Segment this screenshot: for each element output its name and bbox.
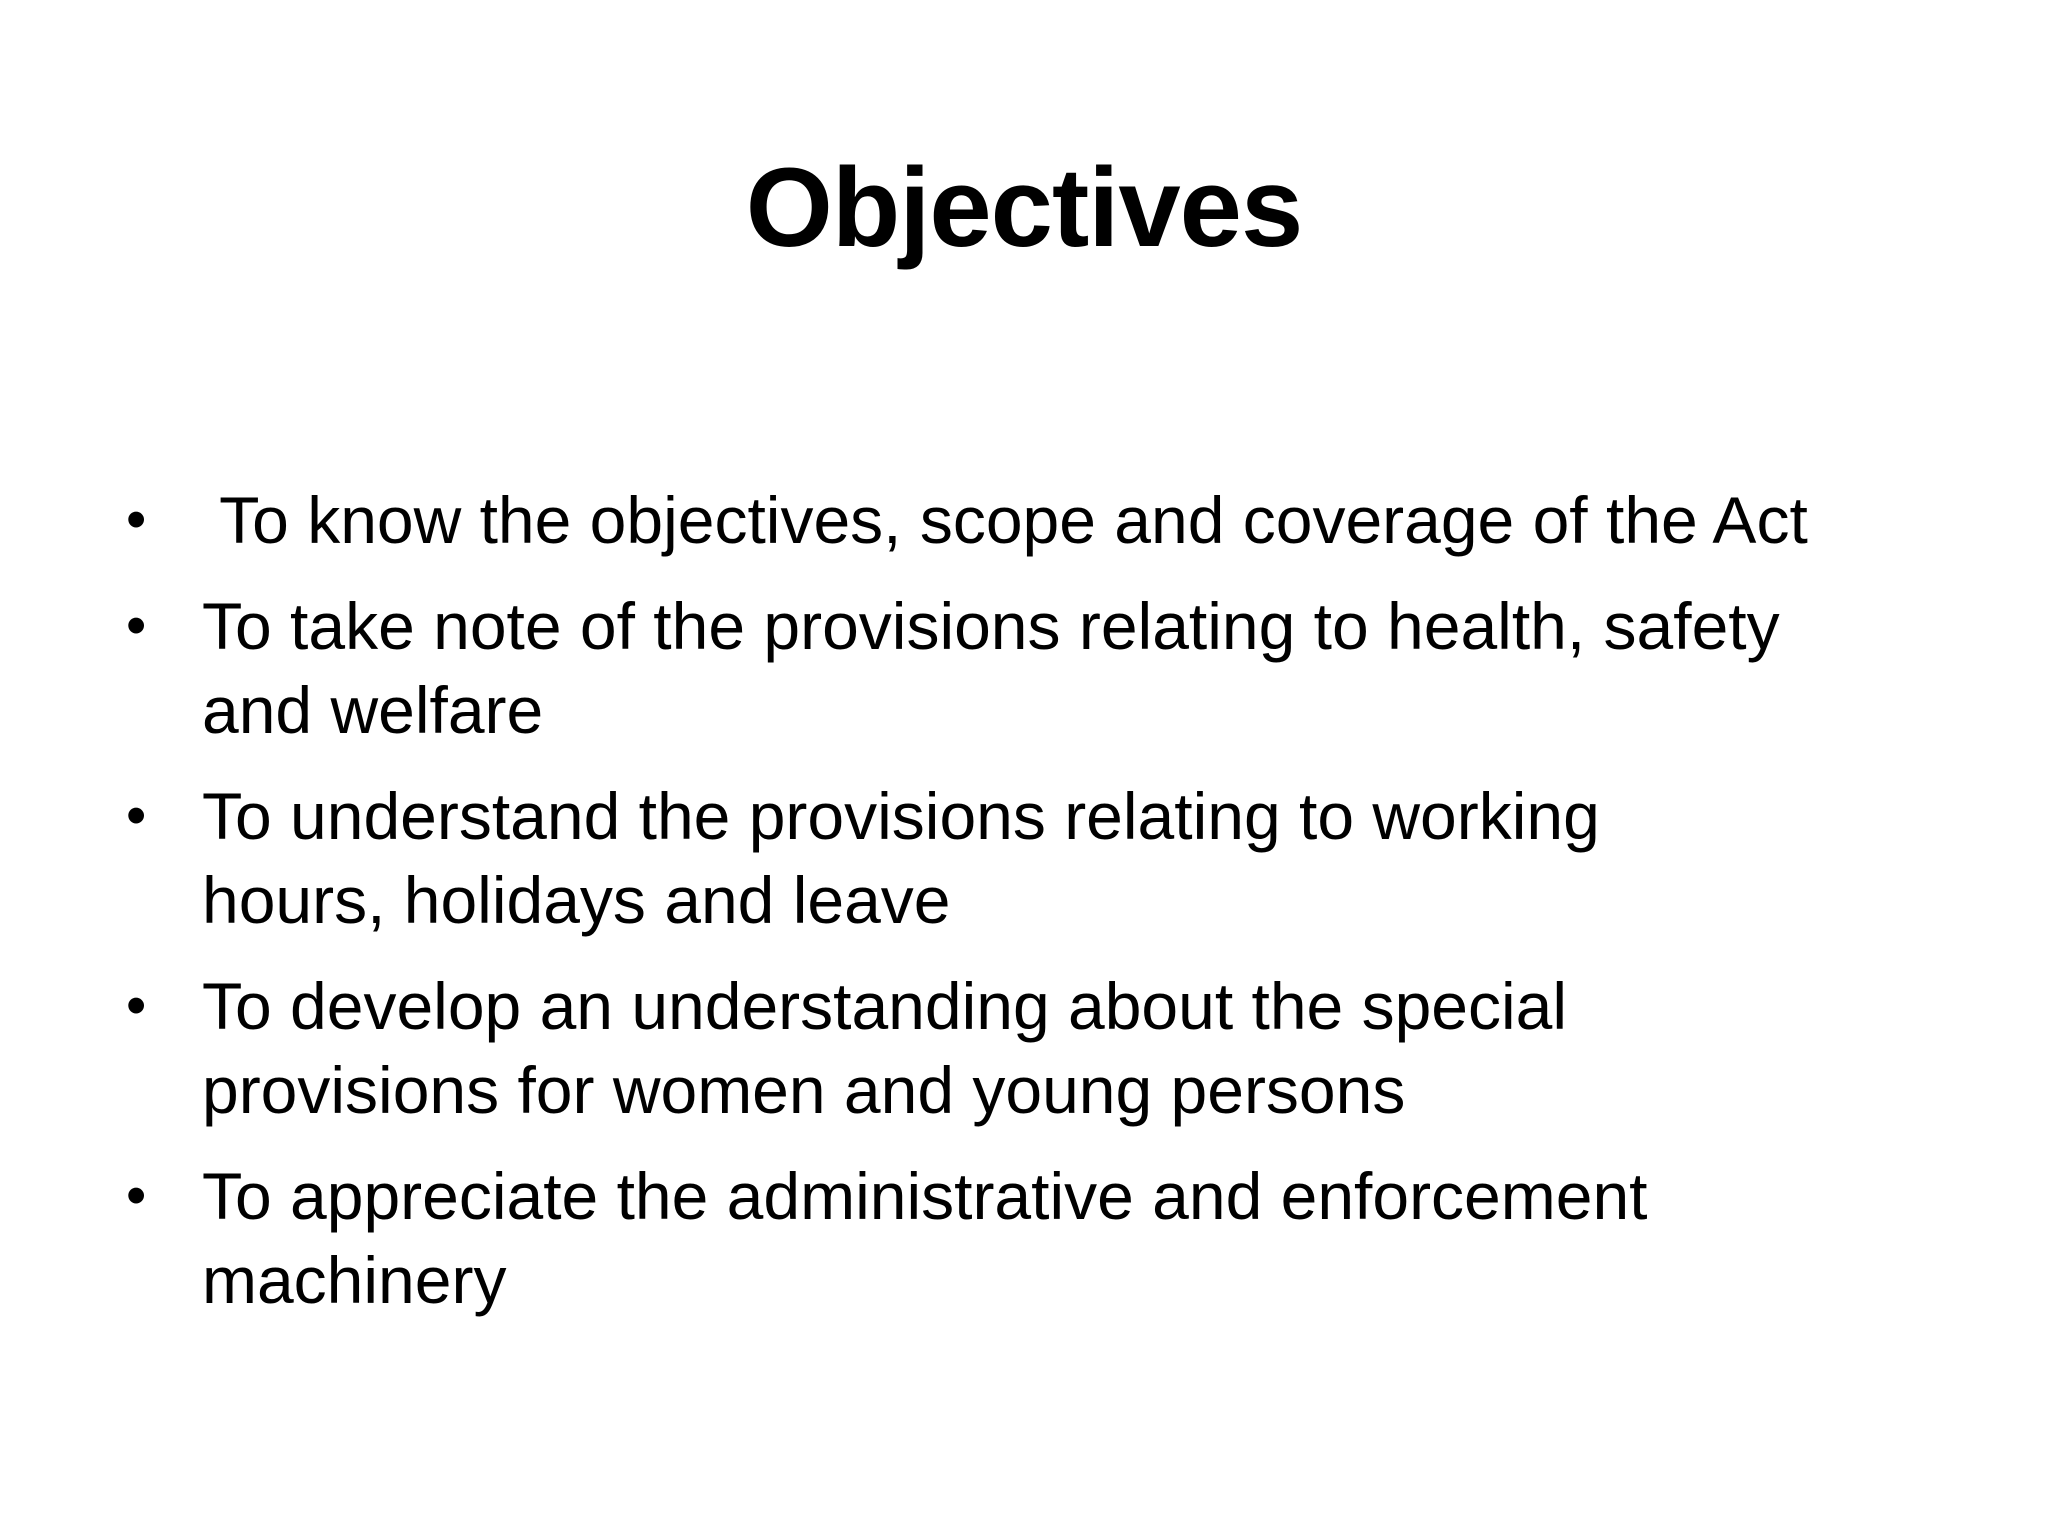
list-item [120,774,1950,942]
bullet-icon: • [126,783,147,848]
list-item-text: To develop an understanding about the special [202,969,1568,1043]
list-item-text: To appreciate the administrative and enforcement [202,1159,1648,1233]
slide-title: Objectives [745,145,1303,270]
list-item-text: hours, holidays and leave [202,863,951,937]
list-item-text: To understand the provisions relating to working [202,779,1600,853]
bullet-icon: • [126,973,147,1038]
list-item-text: To take note of the provisions relating to health, safety [202,589,1780,663]
list-item-text: provisions for women and young persons [202,1053,1406,1127]
list-item [120,584,1950,752]
objectives-list [120,478,1950,1344]
list-item-text: and welfare [202,673,544,747]
list-item-text: To know the objectives, scope and coverage of the Act [202,483,1808,557]
bullet-icon: • [126,487,147,552]
list-item-text: machinery [202,1243,507,1317]
list-item [120,1154,1950,1322]
list-item [120,964,1950,1132]
bullet-icon: • [126,1163,147,1228]
bullet-icon: • [126,593,147,658]
list-item [120,478,1950,562]
